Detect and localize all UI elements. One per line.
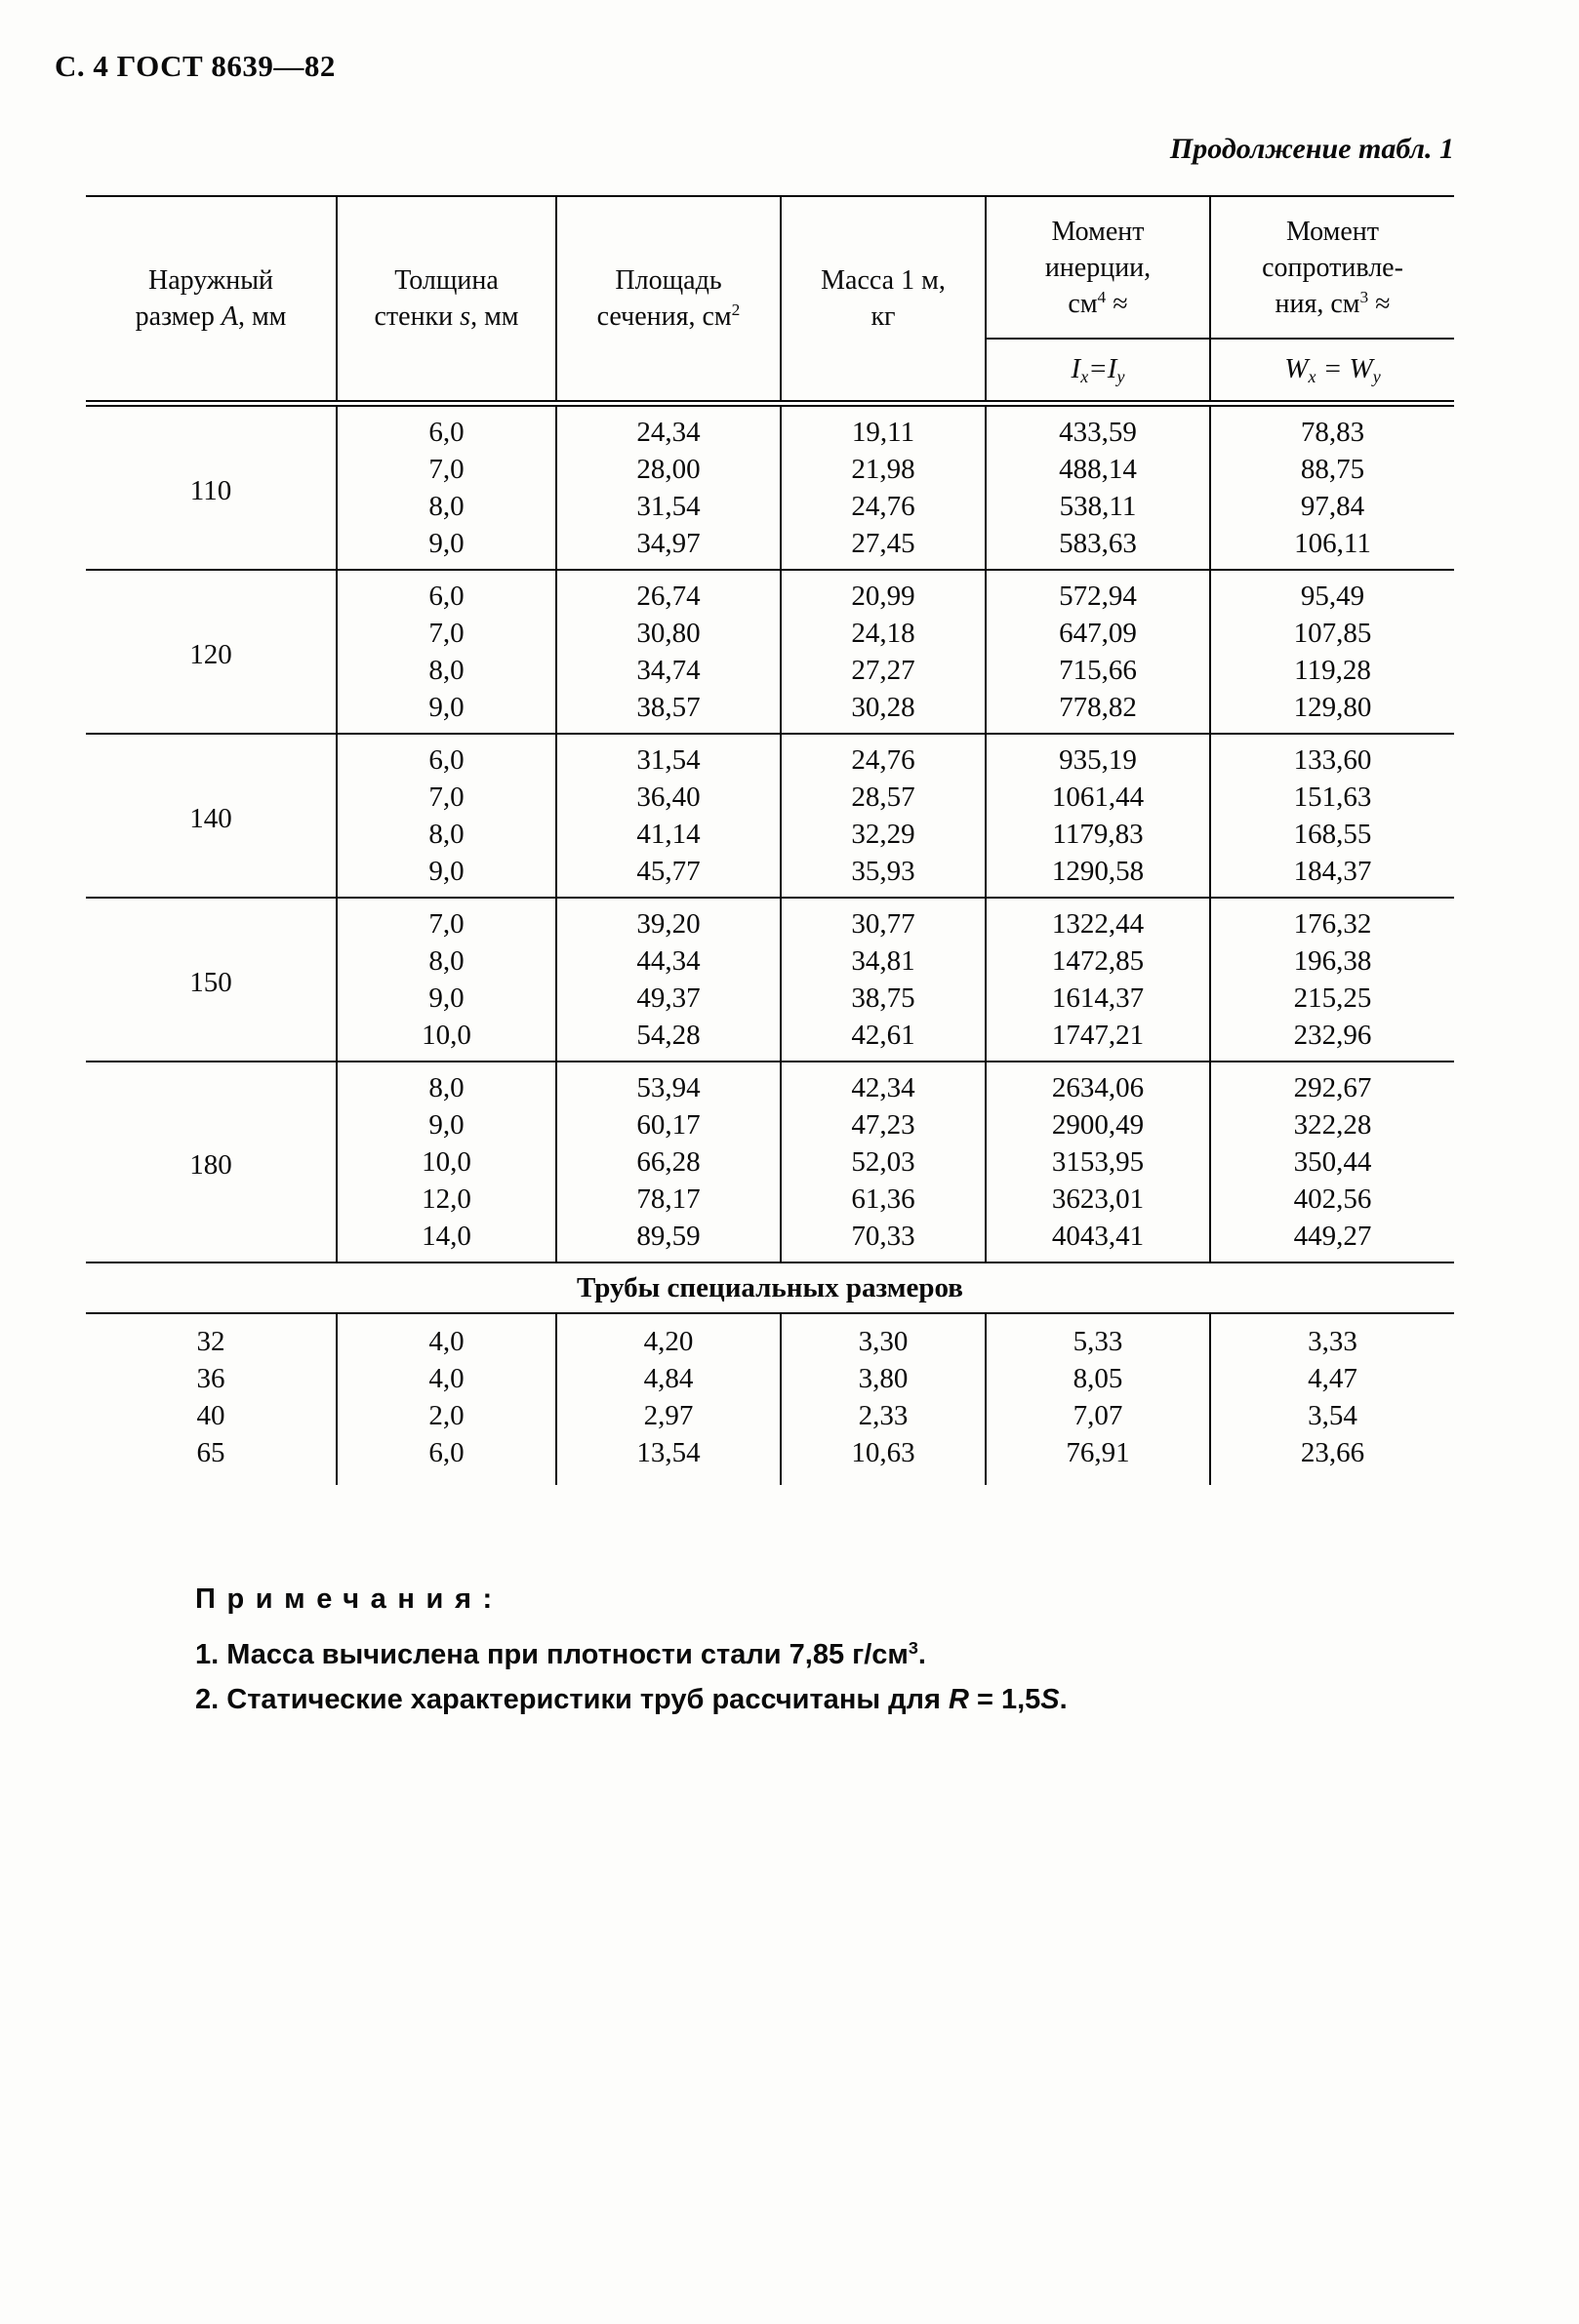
table-row — [86, 734, 1454, 779]
data-cell: 6,0 — [337, 1434, 556, 1485]
size-cell: 36 — [86, 1360, 337, 1397]
data-cell: 28,00 — [556, 451, 781, 488]
data-cell: 42,34 — [781, 1062, 986, 1106]
data-cell: 32,29 — [781, 816, 986, 853]
data-cell: 28,57 — [781, 779, 986, 816]
data-cell: 9,0 — [337, 689, 556, 734]
data-cell: 7,0 — [337, 451, 556, 488]
data-cell: 2,33 — [781, 1397, 986, 1434]
table-row — [86, 1434, 1454, 1485]
data-cell: 8,0 — [337, 488, 556, 525]
data-cell: 10,0 — [337, 1017, 556, 1062]
col-header-section-area: Площадь сечения, $см^2$ — [556, 196, 781, 403]
data-cell: 7,0 — [337, 779, 556, 816]
col-header-mass: Масса 1 м, кг — [781, 196, 986, 403]
data-cell: 9,0 — [337, 853, 556, 898]
data-cell: 3,54 — [1210, 1397, 1454, 1434]
data-cell: 31,54 — [556, 734, 781, 779]
table-row — [86, 570, 1454, 615]
table-row — [86, 1313, 1454, 1360]
data-cell: 4,47 — [1210, 1360, 1454, 1397]
table-row — [86, 1360, 1454, 1397]
data-cell: 34,74 — [556, 652, 781, 689]
data-cell: 232,96 — [1210, 1017, 1454, 1062]
italic-R: R — [948, 1683, 969, 1715]
col-header-moment-resistance: Момент сопротивле- ния, $см^3$ ≈ — [1210, 196, 1454, 339]
data-cell: 10,0 — [337, 1143, 556, 1181]
data-cell: 66,28 — [556, 1143, 781, 1181]
data-cell: 12,0 — [337, 1181, 556, 1218]
data-cell: 24,76 — [781, 488, 986, 525]
data-cell: 107,85 — [1210, 615, 1454, 652]
data-cell: 27,27 — [781, 652, 986, 689]
data-cell: 30,77 — [781, 898, 986, 942]
table-caption: Продолжение табл. 1 — [1169, 133, 1454, 165]
data-cell: 39,20 — [556, 898, 781, 942]
size-cell: 120 — [86, 570, 337, 734]
data-cell: 53,94 — [556, 1062, 781, 1106]
table-row — [86, 898, 1454, 942]
data-cell: 30,28 — [781, 689, 986, 734]
data-cell: 24,34 — [556, 403, 781, 451]
data-cell: 13,54 — [556, 1434, 781, 1485]
size-cell: 110 — [86, 403, 337, 570]
approx-sign: ≈ — [1375, 288, 1391, 319]
data-cell: 34,81 — [781, 942, 986, 980]
data-cell: 4043,41 — [986, 1218, 1210, 1262]
data-cell: 2,0 — [337, 1397, 556, 1434]
data-cell: 24,18 — [781, 615, 986, 652]
data-cell: 778,82 — [986, 689, 1210, 734]
page-header: С. 4 ГОСТ 8639—82 — [55, 49, 336, 83]
data-cell: 2,97 — [556, 1397, 781, 1434]
data-cell: 8,0 — [337, 652, 556, 689]
data-cell: 7,0 — [337, 898, 556, 942]
italic-S: S — [1040, 1683, 1060, 1715]
data-cell: 449,27 — [1210, 1218, 1454, 1262]
data-cell: 95,49 — [1210, 570, 1454, 615]
data-cell: 2634,06 — [986, 1062, 1210, 1106]
data-cell: 78,17 — [556, 1181, 781, 1218]
data-cell: 78,83 — [1210, 403, 1454, 451]
data-cell: 1179,83 — [986, 816, 1210, 853]
table-row — [86, 1397, 1454, 1434]
approx-sign: ≈ — [1113, 288, 1128, 319]
data-cell: 49,37 — [556, 980, 781, 1017]
data-cell: 4,0 — [337, 1313, 556, 1360]
data-cell: 4,20 — [556, 1313, 781, 1360]
data-cell: 151,63 — [1210, 779, 1454, 816]
size-cell: 65 — [86, 1434, 337, 1485]
data-cell: 89,59 — [556, 1218, 781, 1262]
size-cell: 40 — [86, 1397, 337, 1434]
data-cell: 26,74 — [556, 570, 781, 615]
data-cell: 2900,49 — [986, 1106, 1210, 1143]
dimensions-table — [86, 195, 1454, 1485]
data-cell: 168,55 — [1210, 816, 1454, 853]
data-cell: 4,0 — [337, 1360, 556, 1397]
data-cell: 119,28 — [1210, 652, 1454, 689]
data-cell: 292,67 — [1210, 1062, 1454, 1106]
data-cell: 6,0 — [337, 734, 556, 779]
col-subheader-wx-wy: $W_x = W_y$ — [1210, 339, 1454, 403]
data-cell: 935,19 — [986, 734, 1210, 779]
data-cell: 538,11 — [986, 488, 1210, 525]
data-cell: 27,45 — [781, 525, 986, 570]
data-cell: 70,33 — [781, 1218, 986, 1262]
data-cell: 36,40 — [556, 779, 781, 816]
data-cell: 8,05 — [986, 1360, 1210, 1397]
data-cell: 196,38 — [1210, 942, 1454, 980]
data-cell: 38,57 — [556, 689, 781, 734]
data-cell: 88,75 — [1210, 451, 1454, 488]
data-cell: 647,09 — [986, 615, 1210, 652]
data-cell: 9,0 — [337, 980, 556, 1017]
header-row-main — [86, 196, 1454, 339]
data-cell: 30,80 — [556, 615, 781, 652]
data-cell: 47,23 — [781, 1106, 986, 1143]
notes-title: Примечания: — [195, 1583, 504, 1615]
section-title-row — [86, 1262, 1454, 1313]
notes-block — [195, 1578, 1579, 1722]
data-cell: 24,76 — [781, 734, 986, 779]
data-cell: 45,77 — [556, 853, 781, 898]
data-cell: 322,28 — [1210, 1106, 1454, 1143]
size-cell: 32 — [86, 1313, 337, 1360]
data-cell: 5,33 — [986, 1313, 1210, 1360]
data-cell: 1061,44 — [986, 779, 1210, 816]
data-cell: 20,99 — [781, 570, 986, 615]
note-1: 1. Масса вычислена при плотности стали 7,85 $г/см^3$. — [195, 1637, 926, 1670]
note-2: 2. Статические характеристики труб рассчитаны для R = 1,5S. — [195, 1683, 1068, 1715]
data-cell: 6,0 — [337, 403, 556, 451]
size-cell: 150 — [86, 898, 337, 1062]
size-cell: 140 — [86, 734, 337, 898]
data-cell: 433,59 — [986, 403, 1210, 451]
data-cell: 9,0 — [337, 1106, 556, 1143]
data-cell: 129,80 — [1210, 689, 1454, 734]
table-row — [86, 403, 1454, 451]
col-subheader-ix-iy: $I_x=I_y$ — [986, 339, 1210, 403]
data-cell: 1322,44 — [986, 898, 1210, 942]
data-cell: 10,63 — [781, 1434, 986, 1485]
data-cell: 7,07 — [986, 1397, 1210, 1434]
note-1-number: 1. — [195, 1638, 220, 1670]
data-cell: 61,36 — [781, 1181, 986, 1218]
data-cell: 38,75 — [781, 980, 986, 1017]
section-title: Трубы специальных размеров — [86, 1262, 1454, 1313]
data-cell: 3,33 — [1210, 1313, 1454, 1360]
data-cell: 54,28 — [556, 1017, 781, 1062]
data-cell: 3,30 — [781, 1313, 986, 1360]
data-cell: 3153,95 — [986, 1143, 1210, 1181]
data-cell: 60,17 — [556, 1106, 781, 1143]
data-cell: 215,25 — [1210, 980, 1454, 1017]
data-cell: 1747,21 — [986, 1017, 1210, 1062]
table-row — [86, 1062, 1454, 1106]
data-cell: 21,98 — [781, 451, 986, 488]
note-2-number: 2. — [195, 1683, 220, 1715]
data-cell: 23,66 — [1210, 1434, 1454, 1485]
data-cell: 14,0 — [337, 1218, 556, 1262]
data-cell: 402,56 — [1210, 1181, 1454, 1218]
data-cell: 3,80 — [781, 1360, 986, 1397]
data-cell: 1290,58 — [986, 853, 1210, 898]
data-cell: 184,37 — [1210, 853, 1454, 898]
data-cell: 4,84 — [556, 1360, 781, 1397]
col-header-outer-size: Наружный размер А, мм — [86, 196, 337, 403]
italic-s: s — [460, 301, 471, 332]
data-cell: 3623,01 — [986, 1181, 1210, 1218]
data-cell: 106,11 — [1210, 525, 1454, 570]
col-header-moment-inertia: Момент инерции, $см^4$ ≈ — [986, 196, 1210, 339]
data-cell: 19,11 — [781, 403, 986, 451]
data-cell: 35,93 — [781, 853, 986, 898]
data-cell: 6,0 — [337, 570, 556, 615]
data-cell: 97,84 — [1210, 488, 1454, 525]
data-cell: 1614,37 — [986, 980, 1210, 1017]
data-cell: 488,14 — [986, 451, 1210, 488]
size-cell: 180 — [86, 1062, 337, 1262]
data-cell: 52,03 — [781, 1143, 986, 1181]
data-cell: 7,0 — [337, 615, 556, 652]
data-cell: 176,32 — [1210, 898, 1454, 942]
data-cell: 572,94 — [986, 570, 1210, 615]
col-header-wall-thickness: Толщина стенки s, мм — [337, 196, 556, 403]
data-cell: 42,61 — [781, 1017, 986, 1062]
data-cell: 41,14 — [556, 816, 781, 853]
data-cell: 583,63 — [986, 525, 1210, 570]
italic-A: А — [221, 301, 238, 332]
data-cell: 350,44 — [1210, 1143, 1454, 1181]
data-cell: 34,97 — [556, 525, 781, 570]
data-cell: 9,0 — [337, 525, 556, 570]
data-cell: 715,66 — [986, 652, 1210, 689]
data-cell: 44,34 — [556, 942, 781, 980]
data-cell: 31,54 — [556, 488, 781, 525]
data-cell: 133,60 — [1210, 734, 1454, 779]
data-cell: 8,0 — [337, 942, 556, 980]
data-cell: 1472,85 — [986, 942, 1210, 980]
data-cell: 76,91 — [986, 1434, 1210, 1485]
data-cell: 8,0 — [337, 816, 556, 853]
data-cell: 8,0 — [337, 1062, 556, 1106]
